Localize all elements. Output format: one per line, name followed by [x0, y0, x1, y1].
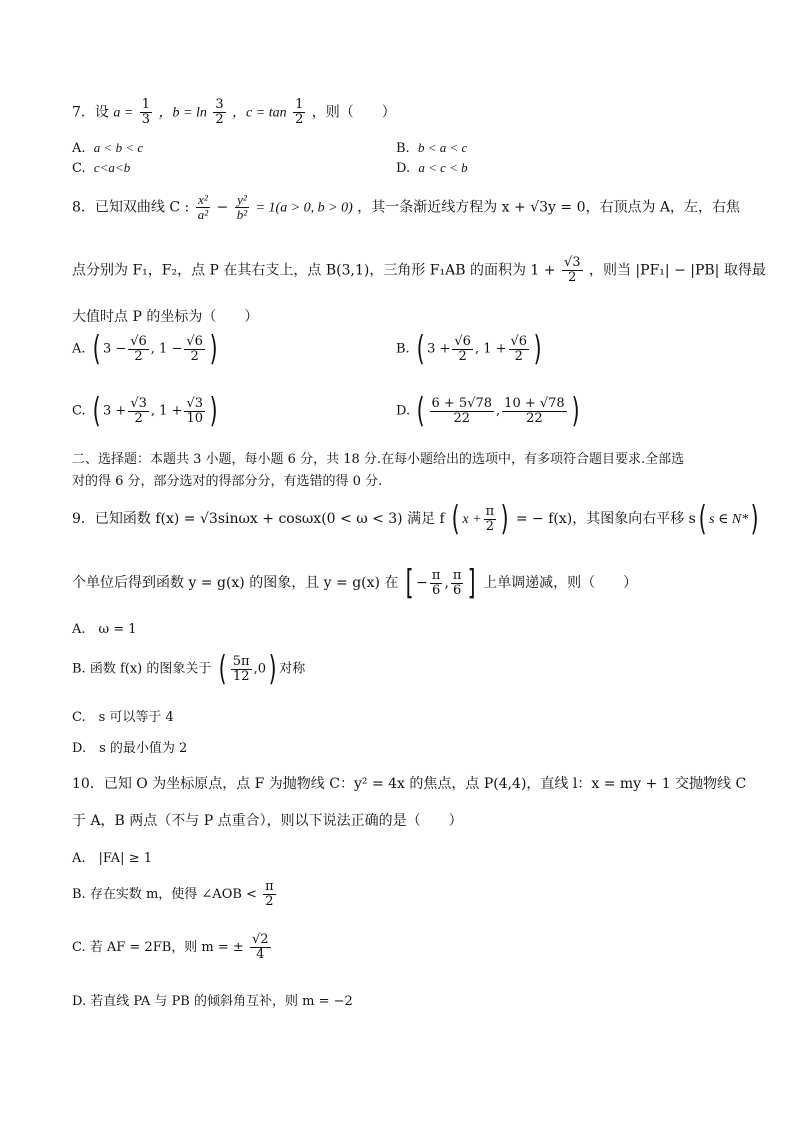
- q9-option-a[interactable]: A. ω = 1: [72, 622, 137, 637]
- q8-option-d-lparen: (: [416, 391, 425, 431]
- q8-area-den: 2: [568, 270, 577, 285]
- q9-interval-comma: ,: [444, 575, 449, 591]
- q8-x-den: a²: [197, 207, 209, 222]
- q8-option-d[interactable]: [396, 391, 582, 431]
- q7-c-fraction: [293, 98, 305, 127]
- q8-option-d-key: D.: [396, 403, 411, 419]
- q9-line2-tail: 上单调递减，则（ ）: [483, 575, 638, 591]
- q8-y-fraction: [235, 193, 249, 222]
- q8-option-c-d1: 2: [134, 410, 143, 426]
- q8-option-c-lparen: (: [92, 391, 101, 431]
- q8-area-num: √3: [563, 255, 581, 270]
- q8-option-c-frac1: [128, 397, 149, 426]
- q8-lead: 8．已知双曲线 C :: [72, 199, 190, 216]
- q8-option-d-d1: 22: [453, 410, 471, 426]
- q8-minus: −: [216, 199, 229, 216]
- q8-line2: [72, 256, 766, 285]
- q8-option-c[interactable]: [72, 391, 220, 431]
- q8-option-a-lparen: (: [92, 329, 101, 369]
- q10-option-b-lead: B. 存在实数 m，使得 ∠AOB <: [72, 887, 257, 902]
- q8-option-a-mid: , 1 −: [150, 341, 183, 357]
- q8-option-d-mid: ,: [496, 403, 501, 419]
- q9-interval-d1: 6: [432, 582, 441, 598]
- q8-option-b-frac2: [509, 335, 530, 364]
- q9-interval-n2: π: [452, 567, 462, 583]
- q9-pi2-fraction: [484, 505, 497, 534]
- q10-option-c-fraction: [250, 933, 271, 962]
- q8-line3: 大值时点 P 的坐标为（ ）: [72, 309, 259, 325]
- q9-option-b[interactable]: [72, 649, 306, 689]
- q7-option-c-key: C.: [72, 161, 86, 176]
- q9-pi2-den: 2: [485, 518, 494, 534]
- q9-s-lparen: (: [698, 499, 707, 539]
- q8-option-b-d1: 2: [458, 348, 467, 364]
- q8-option-d-frac1: [430, 397, 495, 426]
- q9-option-c[interactable]: C. s 可以等于 4: [72, 710, 174, 725]
- q10-option-d[interactable]: D. 若直线 PA 与 PB 的倾斜角互补，则 m = −2: [72, 994, 353, 1009]
- q9-rparen: ): [500, 499, 509, 539]
- q9-interval-minus: −: [416, 575, 428, 591]
- q9-interval-d2: 6: [453, 582, 462, 598]
- q8-x-fraction: [196, 193, 210, 222]
- q7-c-num: 1: [295, 97, 304, 112]
- q9-line1-lead: 9．已知函数 f(x) = √3sinωx + cosωx(0 < ω < 3) 满足 f: [72, 511, 445, 527]
- q8-option-c-d2: 10: [186, 410, 203, 426]
- q9-s-set: s ∈ N*: [709, 512, 749, 527]
- q8-eq: = 1(a > 0, b > 0): [255, 200, 353, 216]
- q9-s-rparen: ): [750, 499, 759, 539]
- q10-option-c-den: 4: [256, 947, 265, 962]
- q7-b-label: ，b = ln: [158, 105, 207, 121]
- q8-option-b-n1: √6: [454, 333, 471, 349]
- q8-option-a-frac1: [128, 335, 149, 364]
- q7-b-den: 2: [215, 112, 224, 127]
- q7-option-d-text: a < c < b: [418, 160, 468, 175]
- q7-b-num: 3: [215, 97, 224, 112]
- q9-interval-lbracket: [: [405, 563, 414, 603]
- q8-line2-lead: 点分别为 F₁，F₂，点 P 在其右支上，点 B(3,1)，三角形 F₁AB 的面积为 1 +: [72, 262, 556, 279]
- q8-y-den: b²: [236, 207, 248, 222]
- q9-line2: [72, 563, 638, 603]
- q9-interval-frac2: [451, 569, 464, 598]
- q8-option-d-n2: 10 + √78: [504, 395, 565, 411]
- q10-option-b-den: 2: [265, 894, 274, 909]
- q8-option-d-d2: 22: [526, 410, 543, 426]
- q8-y-num: y²: [237, 192, 247, 207]
- q7-lead: 7．设: [72, 104, 109, 121]
- q7-option-d[interactable]: [396, 160, 468, 176]
- q8-option-b-mid: , 1 +: [474, 341, 507, 357]
- q7-a-num: 1: [141, 97, 151, 112]
- q8-option-a[interactable]: [72, 329, 220, 369]
- q10-option-c[interactable]: [72, 933, 273, 962]
- q9-interval-rbracket: ]: [468, 563, 477, 603]
- q8-option-b-lparen: (: [416, 329, 425, 369]
- q7-option-b-text: b < a < c: [417, 140, 468, 155]
- q8-option-a-d2: 2: [190, 348, 199, 364]
- section2-line2: 对的得 6 分，部分选对的得部分分，有选错的得 0 分.: [72, 474, 383, 489]
- q10-line1: 10．已知 O 为坐标原点，点 F 为抛物线 C：y² = 4x 的焦点，点 P(4,4)，直线 l：x = my + 1 交抛物线 C: [72, 776, 747, 792]
- q9-option-b-lparen: (: [218, 649, 227, 689]
- q8-option-b-n2: √6: [510, 333, 528, 349]
- q7-stem: [72, 98, 396, 127]
- q10-option-b[interactable]: [72, 880, 278, 909]
- q8-option-b-frac1: [452, 335, 473, 364]
- q10-option-b-fraction: [263, 880, 276, 909]
- section2-line1: 二、选择题：本题共 3 小题，每小题 6 分，共 18 分.在每小题给出的选项中，有多项符合题目要求.全部选: [72, 452, 685, 467]
- q9-line2-lead: 个单位后得到函数 y = g(x) 的图象，且 y = g(x) 在: [72, 575, 399, 591]
- q7-a-den: 3: [141, 112, 151, 127]
- q8-option-d-rparen: ): [571, 391, 580, 431]
- q9-option-b-den: 12: [232, 668, 250, 684]
- q7-c-label: ，c = tan: [232, 105, 287, 121]
- q9-option-b-lead: B. 函数 f(x) 的图象关于: [72, 661, 212, 677]
- q8-option-c-rparen: ): [209, 391, 218, 431]
- q10-option-a[interactable]: A. |FA| ≥ 1: [72, 851, 152, 866]
- q8-option-c-key: C.: [72, 403, 86, 419]
- q9-line1: [72, 499, 762, 539]
- q10-option-b-num: π: [265, 879, 274, 894]
- q8-option-a-key: A.: [72, 341, 86, 357]
- q8-option-c-n2: √3: [186, 395, 204, 411]
- q7-option-a[interactable]: [72, 140, 143, 156]
- q7-option-c[interactable]: [72, 160, 130, 176]
- q9-line1-tail: = − f(x)，其图象向右平移 s: [515, 511, 696, 527]
- q8-x-num: x²: [198, 192, 208, 207]
- q8-option-c-mid: , 1 +: [150, 403, 183, 419]
- q8-option-d-frac2: [502, 397, 567, 426]
- q8-option-a-frac2: [184, 335, 205, 364]
- q7-a-fraction: [140, 98, 152, 127]
- q9-lparen: (: [451, 499, 460, 539]
- q8-option-a-rparen: ): [209, 329, 218, 369]
- q8-option-a-p1: 3 −: [102, 341, 127, 357]
- q8-option-b-key: B.: [396, 341, 410, 357]
- q8-option-c-n1: √3: [130, 395, 147, 411]
- q7-c-den: 2: [295, 112, 304, 127]
- q8-option-c-p1: 3 +: [103, 403, 127, 419]
- q7-option-c-text: c<a<b: [93, 160, 131, 175]
- q7-b-fraction: [213, 98, 225, 127]
- q8-option-b-p1: 3 +: [427, 341, 451, 357]
- q9-interval-frac1: [430, 569, 443, 598]
- q7-option-b[interactable]: [396, 140, 467, 156]
- q9-interval-n1: π: [431, 567, 441, 583]
- q8-option-d-n1: 6 + 5√78: [431, 395, 493, 411]
- q9-option-b-rparen: ): [268, 649, 277, 689]
- q7-option-a-text: a < b < c: [93, 140, 144, 155]
- q9-pi2-num: π: [485, 503, 495, 519]
- q8-option-b-d2: 2: [514, 348, 523, 364]
- q7-option-b-key: B.: [396, 141, 410, 156]
- q10-option-c-num: √2: [251, 932, 269, 947]
- q8-line1: [72, 193, 740, 222]
- q8-option-a-d1: 2: [134, 348, 143, 364]
- q9-option-b-mid: ,0: [253, 661, 267, 677]
- q8-option-c-frac2: [184, 397, 205, 426]
- q8-option-a-n2: √6: [186, 333, 203, 349]
- q9-option-b-tail: 对称: [279, 661, 306, 677]
- q9-x: x +: [462, 512, 482, 527]
- q7-tail: ，则（ ）: [311, 104, 396, 121]
- q7-option-a-key: A.: [72, 141, 86, 156]
- q7-a-label: a =: [113, 105, 134, 121]
- q9-option-b-num: 5π: [232, 653, 250, 669]
- q8-option-b[interactable]: [396, 329, 544, 369]
- q8-option-b-rparen: ): [533, 329, 542, 369]
- q8-line2-tail: ，则当 |PF₁| − |PB| 取得最: [588, 262, 766, 279]
- q10-line2: 于 A，B 两点（不与 P 点重合），则以下说法正确的是（ ）: [72, 813, 463, 829]
- q8-option-a-n1: √6: [130, 333, 147, 349]
- q8-line1-tail: ，其一条渐近线方程为 x + √3y = 0，右顶点为 A，左，右焦: [357, 199, 741, 216]
- q7-option-d-key: D.: [396, 161, 411, 176]
- q9-option-d[interactable]: D. s 的最小值为 2: [72, 741, 188, 756]
- q10-option-c-lead: C. 若 AF = 2FB，则 m = ±: [72, 940, 244, 955]
- q9-option-b-fraction: [231, 655, 252, 684]
- q8-area-fraction: [562, 256, 583, 285]
